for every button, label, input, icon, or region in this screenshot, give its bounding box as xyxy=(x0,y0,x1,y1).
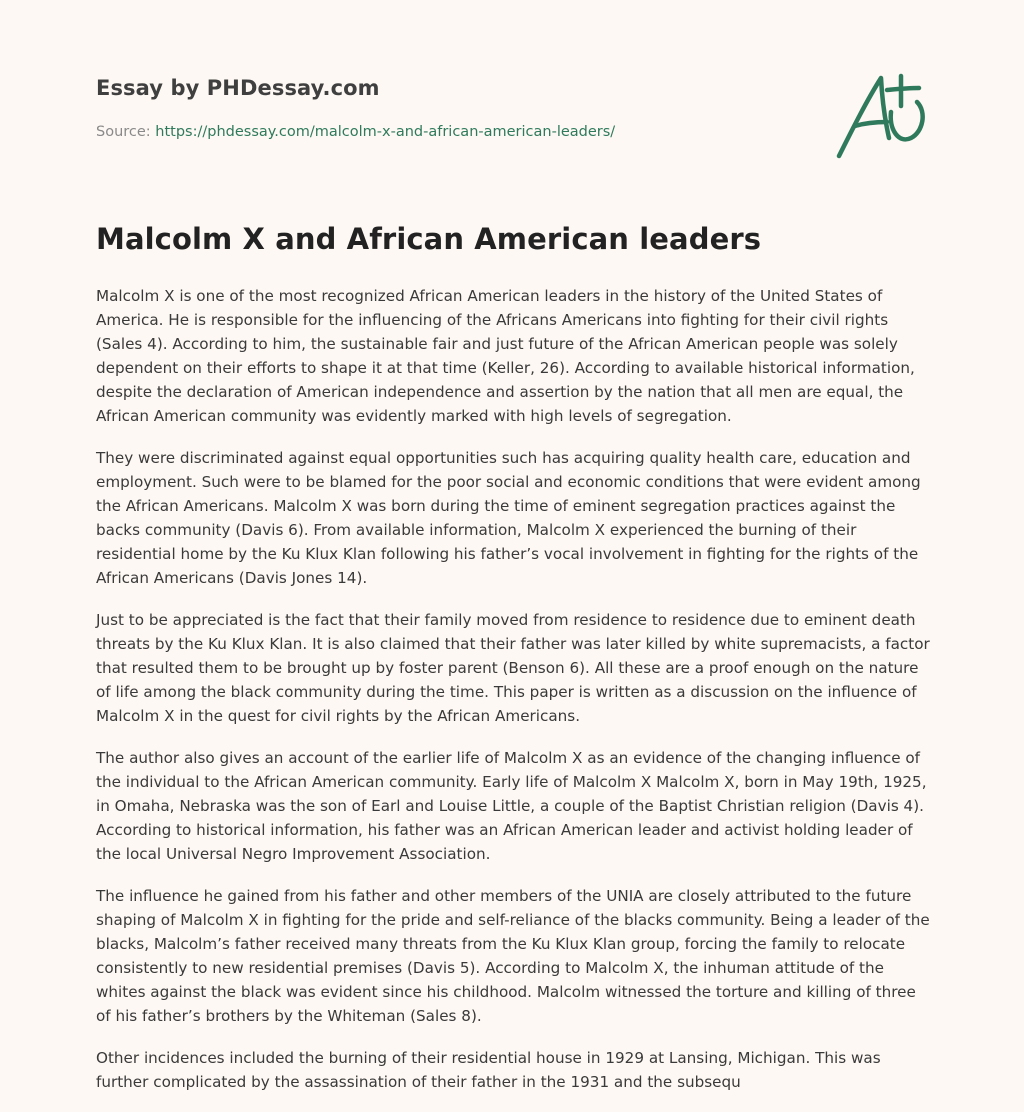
source-link[interactable]: https://phdessay.com/malcolm-x-and-african-american-leaders/ xyxy=(155,124,616,140)
header xyxy=(96,0,928,150)
paragraph-6: Other incidences included the burning of their residential house in 1929 at Lansing, Michigan. This was further complicated by the assassination of their father in the 1931 and the subsequ xyxy=(96,1049,881,1091)
site-title: Essay by PHDessay.com xyxy=(96,76,380,100)
paragraph-5: The influence he gained from his father and other members of the UNIA are closely attributed to the future shaping of Malcolm X in fighting for the pride and self-reliance of the blacks community. Being a leader of the blacks, Malcolm’s father received many threats from the Ku Klux Klan group, forcing the family to relocate consistently to new residential premises (Davis 5). According to Malcolm X, the inhuman attitude of the whites against the black was evident since his childhood. Malcolm witnessed the torture and killing of three of his father’s brothers by the Whiteman (Sales 8). xyxy=(96,887,930,1025)
a-plus-grade-icon xyxy=(831,68,931,164)
document-body xyxy=(96,284,930,1112)
paragraph-1: Malcolm X is one of the most recognized African American leaders in the history of the United States of America. He is responsible for the influencing of the Africans Americans into fighting for their civil rights (Sales 4). According to him, the sustainable fair and just future of the African American people was solely dependent on their efforts to shape it at that time (Keller, 26). According to available historical information, despite the declaration of American independence and assertion by the nation that all men are equal, the African American community was evidently marked with high levels of segregation. xyxy=(96,287,915,425)
source-line xyxy=(96,124,615,140)
paragraph-4: The author also gives an account of the earlier life of Malcolm X as an evidence of the changing influence of the individual to the African American community. Early life of Malcolm X Malcolm X, born in May 19th, 1925, in Omaha, Nebraska was the son of Earl and Louise Little, a couple of the Baptist Christian religion (Davis 4). According to historical information, his father was an African American leader and activist holding leader of the local Universal Negro Improvement Association. xyxy=(96,749,927,863)
document-title: Malcolm X and African American leaders xyxy=(96,222,762,256)
paragraph-3: Just to be appreciated is the fact that their family moved from residence to residence due to eminent death threats by the Ku Klux Klan. It is also claimed that their father was later killed by white supremacists, a factor that resulted them to be brought up by foster parent (Benson 6). All these are a proof enough on the nature of life among the black community during the time. This paper is written as a discussion on the influence of Malcolm X in the quest for civil rights by the African Americans. xyxy=(96,611,930,725)
paragraph-2: They were discriminated against equal opportunities such has acquiring quality health care, education and employment. Such were to be blamed for the poor social and economic conditions that were evident among the African Americans. Malcolm X was born during the time of eminent segregation practices against the backs community (Davis 6). From available information, Malcolm X experienced the burning of their residential home by the Ku Klux Klan following his father’s vocal involvement in fighting for the rights of the African Americans (Davis Jones 14). xyxy=(96,449,921,587)
source-label: Source: xyxy=(96,124,151,140)
